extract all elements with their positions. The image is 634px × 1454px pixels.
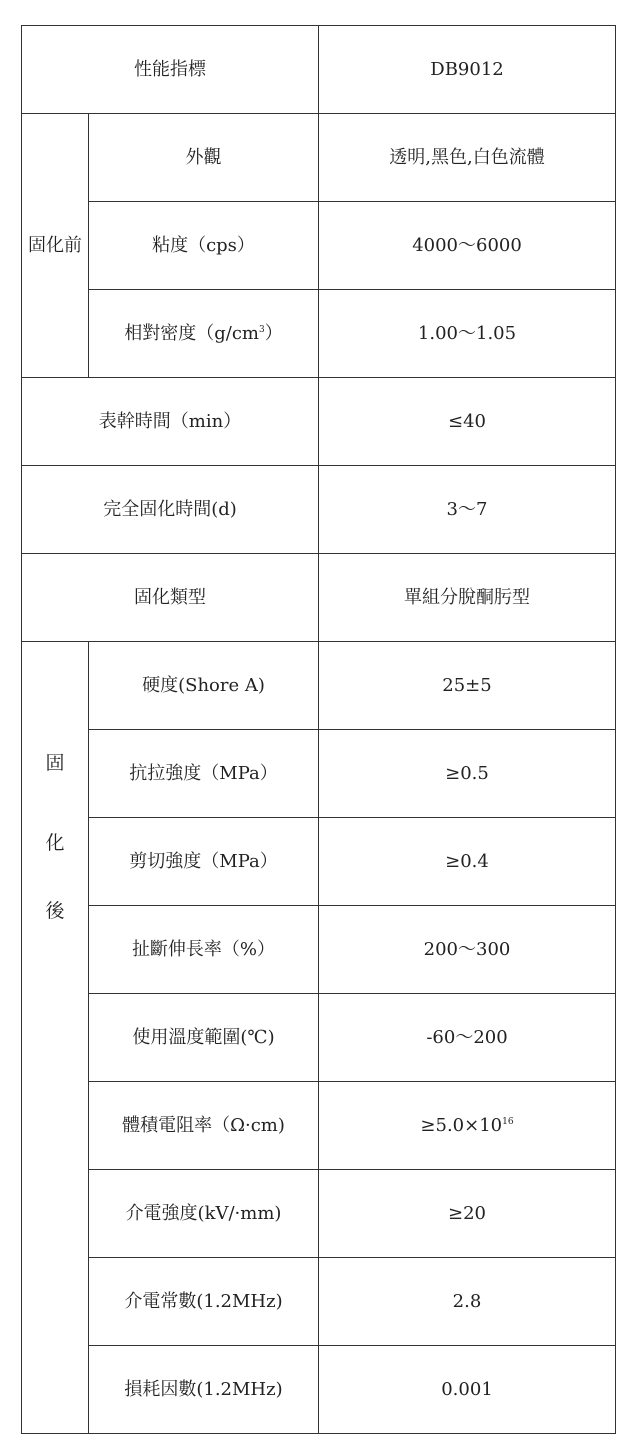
property-label: 使用溫度範圍(℃) [89, 994, 319, 1082]
property-label: 體積電阻率（Ω·cm) [89, 1082, 319, 1170]
performance-spec-table [21, 25, 616, 1434]
property-label [89, 290, 319, 378]
property-value: 200～300 [319, 906, 616, 994]
property-label: 介電常數(1.2MHz) [89, 1258, 319, 1346]
property-label: 粘度（cps） [89, 202, 319, 290]
group-label-after-cure [22, 642, 89, 1434]
property-value: 1.00～1.05 [319, 290, 616, 378]
property-label: 外觀 [89, 114, 319, 202]
table-row [22, 1082, 616, 1170]
property-value: 透明,黑色,白色流體 [319, 114, 616, 202]
property-value: 3～7 [319, 466, 616, 554]
table-row [22, 202, 616, 290]
property-label: 抗拉強度（MPa） [89, 730, 319, 818]
label-text: 相對密度（g/cm [124, 322, 259, 344]
table-row [22, 906, 616, 994]
superscript: 16 [502, 1116, 514, 1127]
table-row [22, 554, 616, 642]
property-value: ≥0.5 [319, 730, 616, 818]
header-label-cell: 性能指標 [22, 26, 319, 114]
table-row [22, 642, 616, 730]
group-label-char: 後 [45, 900, 65, 922]
property-label: 扯斷伸長率（%） [89, 906, 319, 994]
table-row [22, 1170, 616, 1258]
property-label: 完全固化時間(d) [22, 466, 319, 554]
group-label-char: 固 [45, 752, 65, 774]
property-value: 25±5 [319, 642, 616, 730]
table-row [22, 290, 616, 378]
property-value [319, 1082, 616, 1170]
property-value: 2.8 [319, 1258, 616, 1346]
table-row [22, 1258, 616, 1346]
property-label: 介電強度(kV/·mm) [89, 1170, 319, 1258]
group-label-before-cure: 固化前 [22, 114, 89, 378]
table-row [22, 818, 616, 906]
value-text: ≥5.0×10 [420, 1114, 503, 1136]
table-row [22, 378, 616, 466]
table-header-row [22, 26, 616, 114]
property-label: 表幹時間（min） [22, 378, 319, 466]
group-label-char: 化 [45, 832, 65, 854]
table-row [22, 1346, 616, 1434]
property-value: 單組分脫酮肟型 [319, 554, 616, 642]
table-row [22, 466, 616, 554]
property-value: -60～200 [319, 994, 616, 1082]
property-value: ≥20 [319, 1170, 616, 1258]
table-row [22, 114, 616, 202]
property-label: 損耗因數(1.2MHz) [89, 1346, 319, 1434]
property-label: 固化類型 [22, 554, 319, 642]
property-value: ≥0.4 [319, 818, 616, 906]
property-label: 硬度(Shore A) [89, 642, 319, 730]
property-label: 剪切強度（MPa） [89, 818, 319, 906]
property-value: ≤40 [319, 378, 616, 466]
header-model-cell: DB9012 [319, 26, 616, 114]
property-value: 0.001 [319, 1346, 616, 1434]
table-row [22, 730, 616, 818]
property-value: 4000～6000 [319, 202, 616, 290]
label-text: ） [264, 322, 283, 344]
superscript: 3 [259, 324, 265, 335]
table-row [22, 994, 616, 1082]
